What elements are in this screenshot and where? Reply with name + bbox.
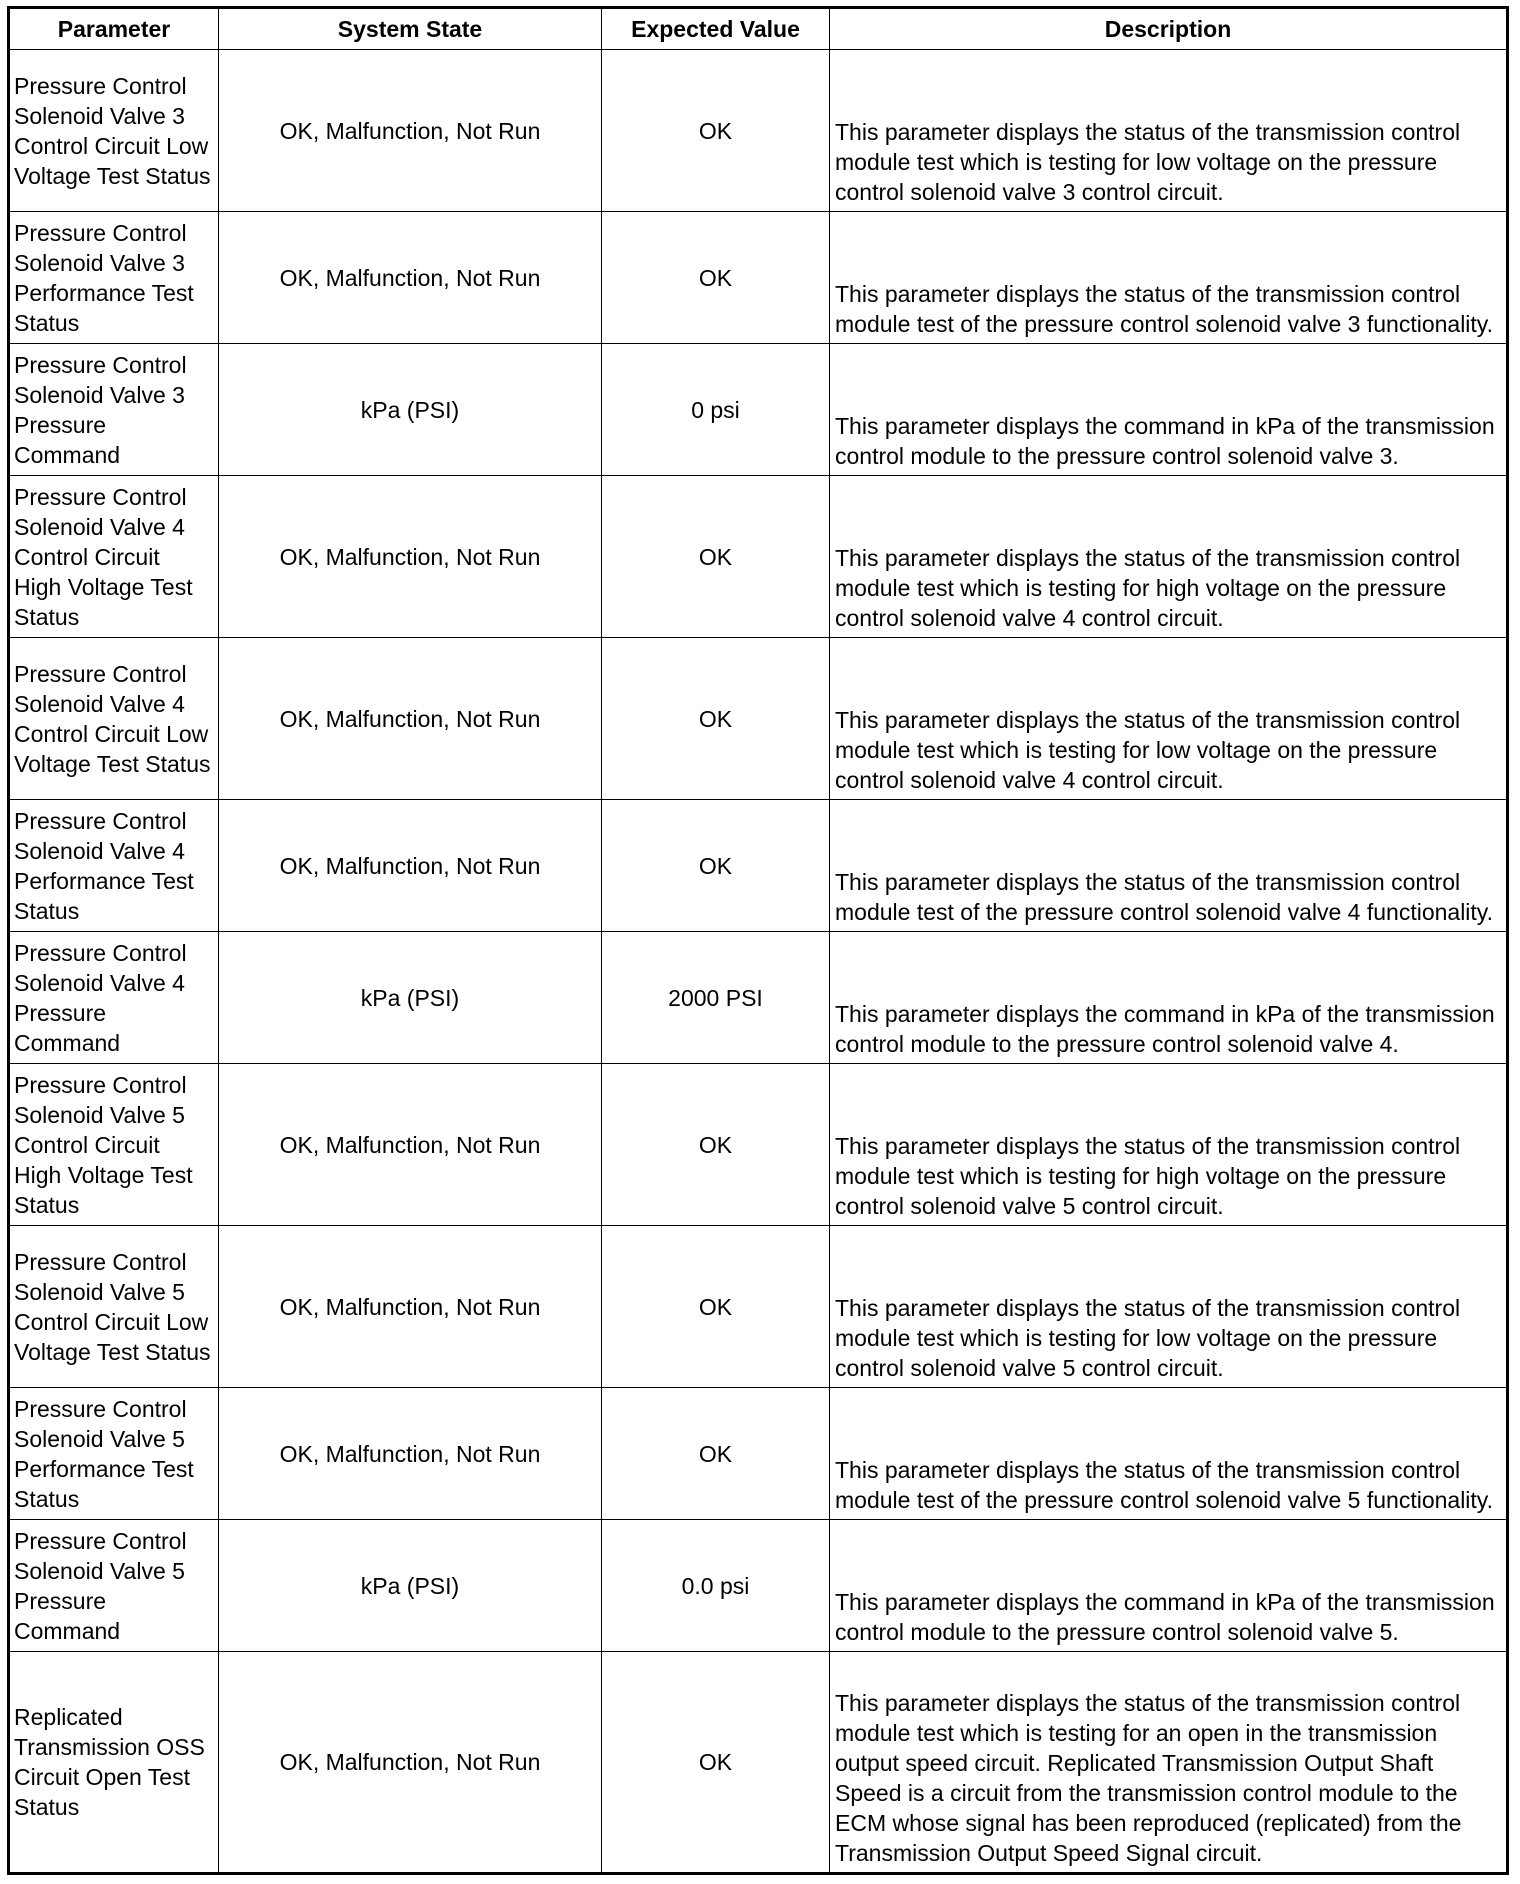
parameter-cell: Replicated Transmission OSS Circuit Open Test Status (9, 1652, 219, 1874)
system-state-cell: kPa (PSI) (219, 1520, 602, 1652)
table-row (9, 1064, 1508, 1226)
description-cell: This parameter displays the status of the transmission control module test of the pressure control solenoid valve 3 functionality. (830, 212, 1508, 344)
system-state-cell: OK, Malfunction, Not Run (219, 1652, 602, 1874)
parameter-cell: Pressure Control Solenoid Valve 5 Pressure Command (9, 1520, 219, 1652)
table-row (9, 1388, 1508, 1520)
parameter-cell: Pressure Control Solenoid Valve 3 Performance Test Status (9, 212, 219, 344)
table-row (9, 476, 1508, 638)
expected-value-cell: OK (602, 1226, 830, 1388)
description-cell: This parameter displays the status of the transmission control module test which is testing for low voltage on the pressure control solenoid valve 3 control circuit. (830, 50, 1508, 212)
description-cell: This parameter displays the status of the transmission control module test which is testing for high voltage on the pressure control solenoid valve 5 control circuit. (830, 1064, 1508, 1226)
parameter-cell: Pressure Control Solenoid Valve 4 Control Circuit Low Voltage Test Status (9, 638, 219, 800)
description-cell: This parameter displays the status of the transmission control module test of the pressure control solenoid valve 4 functionality. (830, 800, 1508, 932)
parameter-cell: Pressure Control Solenoid Valve 3 Pressure Command (9, 344, 219, 476)
expected-value-cell: 0.0 psi (602, 1520, 830, 1652)
parameter-cell: Pressure Control Solenoid Valve 4 Control Circuit High Voltage Test Status (9, 476, 219, 638)
parameter-cell: Pressure Control Solenoid Valve 5 Performance Test Status (9, 1388, 219, 1520)
expected-value-cell: OK (602, 476, 830, 638)
header-description: Description (830, 8, 1508, 50)
expected-value-cell: OK (602, 212, 830, 344)
expected-value-cell: OK (602, 1064, 830, 1226)
description-cell: This parameter displays the command in kPa of the transmission control module to the pressure control solenoid valve 4. (830, 932, 1508, 1064)
expected-value-cell: 0 psi (602, 344, 830, 476)
header-expected-value: Expected Value (602, 8, 830, 50)
expected-value-cell: OK (602, 50, 830, 212)
system-state-cell: OK, Malfunction, Not Run (219, 800, 602, 932)
expected-value-cell: OK (602, 800, 830, 932)
description-cell: This parameter displays the status of the transmission control module test which is testing for low voltage on the pressure control solenoid valve 4 control circuit. (830, 638, 1508, 800)
system-state-cell: OK, Malfunction, Not Run (219, 638, 602, 800)
description-cell: This parameter displays the status of the transmission control module test which is testing for high voltage on the pressure control solenoid valve 4 control circuit. (830, 476, 1508, 638)
system-state-cell: OK, Malfunction, Not Run (219, 1226, 602, 1388)
system-state-cell: kPa (PSI) (219, 344, 602, 476)
table-row (9, 1520, 1508, 1652)
expected-value-cell: OK (602, 1652, 830, 1874)
table-body (9, 50, 1508, 1874)
header-system-state: System State (219, 8, 602, 50)
header-parameter: Parameter (9, 8, 219, 50)
header-row (9, 8, 1508, 50)
system-state-cell: OK, Malfunction, Not Run (219, 50, 602, 212)
description-cell: This parameter displays the status of the transmission control module test which is testing for low voltage on the pressure control solenoid valve 5 control circuit. (830, 1226, 1508, 1388)
parameter-cell: Pressure Control Solenoid Valve 4 Performance Test Status (9, 800, 219, 932)
description-cell: This parameter displays the command in kPa of the transmission control module to the pressure control solenoid valve 5. (830, 1520, 1508, 1652)
parameter-cell: Pressure Control Solenoid Valve 3 Control Circuit Low Voltage Test Status (9, 50, 219, 212)
parameter-table (7, 6, 1509, 1875)
system-state-cell: OK, Malfunction, Not Run (219, 1064, 602, 1226)
table-row (9, 1652, 1508, 1874)
table-row (9, 212, 1508, 344)
table-row (9, 344, 1508, 476)
description-cell: This parameter displays the status of the transmission control module test which is testing for an open in the transmission output speed circuit. Replicated Transmission Output Shaft Speed is a circuit from the transmission control module to the ECM whose signal has been reproduced (replicated) from the Transmission Output Speed Signal circuit. (830, 1652, 1508, 1874)
table-row (9, 1226, 1508, 1388)
parameter-cell: Pressure Control Solenoid Valve 5 Control Circuit High Voltage Test Status (9, 1064, 219, 1226)
parameter-cell: Pressure Control Solenoid Valve 5 Control Circuit Low Voltage Test Status (9, 1226, 219, 1388)
parameter-cell: Pressure Control Solenoid Valve 4 Pressure Command (9, 932, 219, 1064)
system-state-cell: OK, Malfunction, Not Run (219, 476, 602, 638)
table-row (9, 638, 1508, 800)
system-state-cell: OK, Malfunction, Not Run (219, 212, 602, 344)
table-row (9, 50, 1508, 212)
table-row (9, 800, 1508, 932)
system-state-cell: OK, Malfunction, Not Run (219, 1388, 602, 1520)
expected-value-cell: OK (602, 1388, 830, 1520)
description-cell: This parameter displays the status of the transmission control module test of the pressure control solenoid valve 5 functionality. (830, 1388, 1508, 1520)
system-state-cell: kPa (PSI) (219, 932, 602, 1064)
expected-value-cell: OK (602, 638, 830, 800)
description-cell: This parameter displays the command in kPa of the transmission control module to the pressure control solenoid valve 3. (830, 344, 1508, 476)
table-row (9, 932, 1508, 1064)
expected-value-cell: 2000 PSI (602, 932, 830, 1064)
